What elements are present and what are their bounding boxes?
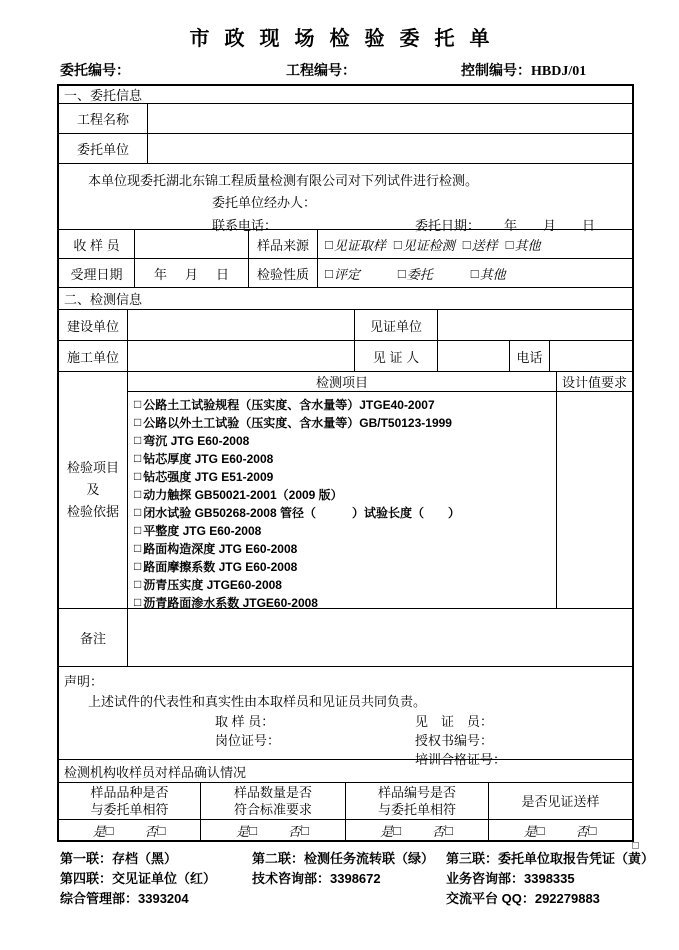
checkbox-icon: □	[134, 595, 142, 609]
control-no-label: 控制编号：	[461, 62, 531, 78]
footer-line: 业务咨询部：3398335	[446, 871, 575, 886]
col-line: 样品数量是否	[233, 785, 312, 800]
checkbox-icon: □	[157, 822, 166, 838]
option-label: 评定	[333, 266, 360, 282]
items-column-header: 检测项目	[128, 372, 556, 392]
footer-column-3	[446, 849, 654, 909]
label-line: 检验依据	[66, 504, 119, 519]
receiver-row	[59, 230, 632, 259]
checkbox-icon: □	[134, 397, 142, 411]
footer-line: 第一联：存档（黑）	[60, 851, 178, 866]
checkbox-icon: □	[105, 822, 114, 838]
option-witness-testing[interactable]	[394, 235, 455, 254]
answer-cell-witness-delivery	[489, 820, 632, 840]
inspection-items-column	[128, 372, 557, 608]
day-label: 日	[582, 218, 596, 233]
col-line: 与委托单相符	[377, 802, 456, 817]
construct-unit-field[interactable]	[128, 341, 355, 371]
post-cert-label: 岗位证号：	[215, 733, 281, 748]
build-unit-field[interactable]	[128, 310, 355, 340]
yes-label: 是	[523, 823, 537, 839]
client-unit-row	[59, 134, 632, 164]
answer-cell-number	[346, 820, 489, 840]
no-checkbox[interactable]	[576, 821, 598, 840]
footer-column-1	[60, 849, 216, 909]
accept-date-label: 受理日期	[59, 259, 135, 287]
checkbox-icon: □	[588, 822, 597, 838]
year-label: 年	[153, 266, 167, 282]
commission-text: 本单位现委托湖北东锦工程质量检测有限公司对下列试件进行检测。	[88, 173, 479, 188]
checkbox-icon: □	[134, 415, 142, 429]
month-label: 月	[543, 218, 557, 233]
section2-title: 二、检测信息	[64, 292, 143, 307]
yes-label: 是	[92, 823, 106, 839]
checkbox-icon: □	[134, 451, 142, 465]
declaration-block	[59, 667, 632, 767]
sampler-label: 取 样 员：	[215, 714, 275, 729]
footer-line: 综合管理部：3393204	[60, 891, 189, 906]
day-label: 日	[216, 266, 230, 282]
no-checkbox[interactable]	[145, 821, 167, 840]
checkbox-icon: □	[301, 822, 309, 838]
checkbox-icon: □	[134, 559, 142, 573]
inspection-item[interactable]	[134, 485, 556, 503]
inspection-item[interactable]	[134, 503, 556, 521]
remark-field[interactable]	[128, 609, 632, 666]
item-label: 闭水试验 GB50268-2008 管径（ ）试验长度（ ）	[143, 505, 460, 520]
item-label: 弯沉 JTG E60-2008	[143, 433, 250, 448]
confirm-col-variety	[59, 783, 201, 819]
item-label: 公路土工试验规程（压实度、含水量等）JTGE40-2007	[143, 397, 435, 412]
answer-cell-variety	[59, 820, 201, 840]
declaration-body: 上述试件的代表性和真实性由本取样员和见证员共同负责。	[88, 694, 427, 709]
top-header-row	[0, 60, 679, 80]
no-checkbox[interactable]	[432, 821, 454, 840]
agent-label: 委托单位经办人：	[212, 195, 317, 210]
yes-checkbox[interactable]	[236, 821, 258, 840]
confirmation-answers-row	[59, 820, 632, 840]
section2-header	[59, 288, 632, 310]
footer-line: 第二联：检测任务流转联（绿）	[252, 851, 435, 866]
checkbox-icon: □	[462, 236, 471, 252]
confirm-col-witness-delivery	[489, 783, 632, 819]
checkbox-icon: □	[134, 523, 142, 537]
checkbox-icon: □	[134, 469, 142, 483]
item-label: 路面摩擦系数 JTG E60-2008	[143, 559, 298, 574]
item-label: 钻芯厚度 JTG E60-2008	[143, 451, 274, 466]
control-no-value: HBDJ/01	[531, 64, 587, 79]
option-label: 见证检测	[402, 237, 455, 253]
design-value-header: 设计值要求	[557, 372, 632, 392]
option-source-other[interactable]	[506, 235, 541, 254]
confirm-col-quantity	[201, 783, 346, 819]
remark-row	[59, 609, 632, 667]
option-label: 见证取样	[333, 237, 386, 253]
inspection-basis-label	[59, 372, 128, 608]
training-cert-label: 培训合格证号：	[415, 752, 507, 767]
item-label: 平整度 JTG E60-2008	[143, 523, 262, 538]
checkbox-icon: □	[134, 541, 142, 555]
item-label: 沥青路面渗水系数 JTGE60-2008	[143, 595, 318, 610]
section1-title: 一、委托信息	[64, 88, 143, 103]
answer-cell-quantity	[201, 820, 346, 840]
col-line: 符合标准要求	[233, 802, 312, 817]
design-value-column	[557, 372, 632, 608]
checkbox-icon: □	[134, 433, 142, 447]
footer-line: 技术咨询部：3398672	[252, 871, 381, 886]
no-label: 否	[144, 823, 158, 839]
checkbox-icon: □	[397, 265, 406, 281]
checkbox-icon: □	[325, 265, 333, 281]
col-line: 样品编号是否	[377, 785, 456, 800]
footer-line: 交流平台 QQ：292279883	[446, 891, 600, 906]
inspection-items-list	[128, 392, 556, 611]
witness-person-field[interactable]	[438, 341, 510, 371]
item-label: 公路以外土工试验（压实度、含水量等）GB/T50123-1999	[143, 415, 452, 430]
inspection-item[interactable]	[134, 413, 556, 431]
label-line: 及	[86, 482, 100, 497]
receiver-field[interactable]	[135, 230, 249, 258]
item-label: 动力触探 GB50021-2001（2009 版）	[143, 487, 343, 502]
phone-field[interactable]	[550, 341, 632, 371]
inspection-items-block	[59, 372, 632, 609]
col-line: 与委托单相符	[90, 802, 169, 817]
witness-unit-field[interactable]	[438, 310, 632, 340]
yes-checkbox[interactable]	[524, 821, 546, 840]
inspection-item[interactable]	[134, 449, 556, 467]
construct-unit-row	[59, 341, 632, 372]
project-name-label: 工程名称	[59, 104, 148, 133]
build-unit-label: 建设单位	[59, 310, 128, 340]
checkbox-icon: □	[249, 822, 257, 838]
option-label: 送样	[471, 237, 498, 253]
test-nature-label: 检验性质	[249, 259, 318, 287]
checkbox-icon: □	[134, 487, 142, 501]
yes-label: 是	[236, 823, 250, 839]
checkbox-icon: □	[134, 505, 142, 519]
option-witness-sampling[interactable]	[325, 235, 386, 254]
section1-header	[59, 86, 632, 104]
item-label: 沥青压实度 JTGE60-2008	[143, 577, 282, 592]
option-delivered-sample[interactable]	[463, 235, 498, 254]
receiver-label: 收 样 员	[59, 230, 135, 258]
checkbox-icon: □	[445, 822, 453, 838]
inspection-item[interactable]	[134, 557, 556, 575]
inspection-item[interactable]	[134, 395, 556, 413]
month-label: 月	[184, 266, 198, 282]
confirm-col-number	[346, 783, 489, 819]
accept-date-row	[59, 259, 632, 288]
checkbox-icon: □	[536, 822, 545, 838]
entrust-no-label: 委托编号：	[60, 62, 130, 78]
checkbox-icon: □	[505, 236, 514, 252]
test-nature-options	[318, 259, 632, 287]
commission-statement-row	[59, 164, 632, 233]
declaration-heading: 声明：	[64, 674, 104, 689]
inspection-item[interactable]	[134, 521, 556, 539]
yes-label: 是	[380, 823, 394, 839]
inspection-item[interactable]	[134, 467, 556, 485]
checkbox-icon: □	[325, 236, 333, 252]
client-unit-label: 委托单位	[59, 134, 148, 163]
year-label: 年	[504, 218, 518, 233]
confirmation-columns-row	[59, 783, 632, 820]
label-line: 检验项目	[66, 460, 119, 475]
checkbox-icon: □	[134, 577, 142, 591]
item-label: 钻芯强度 JTG E51-2009	[143, 469, 274, 484]
construct-unit-label: 施工单位	[59, 341, 128, 371]
option-label: 委托	[406, 266, 433, 282]
option-assessment[interactable]	[325, 264, 360, 283]
contact-phone-label: 联系电话：	[212, 218, 278, 233]
witness-label: 见 证 员：	[415, 714, 494, 729]
page-title: 市政现场检验委托单	[189, 28, 505, 50]
inspection-item[interactable]	[134, 575, 556, 593]
inspection-item[interactable]	[134, 539, 556, 557]
footer-column-2	[252, 849, 434, 889]
project-no-label: 工程编号：	[286, 62, 356, 78]
accept-date-field[interactable]	[135, 259, 249, 287]
phone-label: 电话	[510, 341, 550, 371]
remark-label: 备注	[59, 609, 128, 666]
checkbox-icon: □	[393, 822, 401, 838]
confirmation-header-row	[59, 760, 632, 783]
yes-checkbox[interactable]	[93, 821, 115, 840]
sample-source-label: 样品来源	[249, 230, 318, 258]
option-commission[interactable]	[398, 264, 433, 283]
project-name-row	[59, 104, 632, 134]
no-checkbox[interactable]	[288, 821, 310, 840]
confirmation-heading: 检测机构收样员对样品确认情况	[64, 764, 247, 780]
checkbox-icon: □	[470, 265, 479, 281]
option-label: 其他	[479, 266, 506, 282]
stray-checkbox-icon	[632, 842, 639, 849]
no-label: 否	[432, 823, 446, 839]
form-table	[57, 84, 634, 842]
option-label: 其他	[514, 237, 541, 253]
control-no	[461, 60, 586, 80]
checkbox-icon: □	[393, 236, 402, 252]
yes-checkbox[interactable]	[380, 821, 402, 840]
witness-unit-label: 见证单位	[355, 310, 438, 340]
footer-line: 第四联：交见证单位（红）	[60, 871, 217, 886]
commission-date-label: 委托日期：	[415, 218, 481, 233]
design-value-field[interactable]	[557, 392, 632, 608]
build-unit-row	[59, 310, 632, 341]
footer-line: 第三联：委托单位取报告凭证（黄）	[446, 851, 655, 866]
auth-no-label: 授权书编号：	[415, 733, 494, 748]
sample-source-options	[318, 230, 632, 258]
client-unit-field[interactable]	[148, 134, 632, 163]
item-label: 路面构造深度 JTG E60-2008	[143, 541, 298, 556]
col-line: 是否见证送样	[521, 793, 600, 809]
inspection-item[interactable]	[134, 431, 556, 449]
no-label: 否	[288, 823, 302, 839]
no-label: 否	[575, 823, 589, 839]
option-nature-other[interactable]	[471, 264, 506, 283]
col-line: 样品品种是否	[90, 785, 169, 800]
project-name-field[interactable]	[148, 104, 632, 133]
witness-person-label: 见 证 人	[355, 341, 438, 371]
